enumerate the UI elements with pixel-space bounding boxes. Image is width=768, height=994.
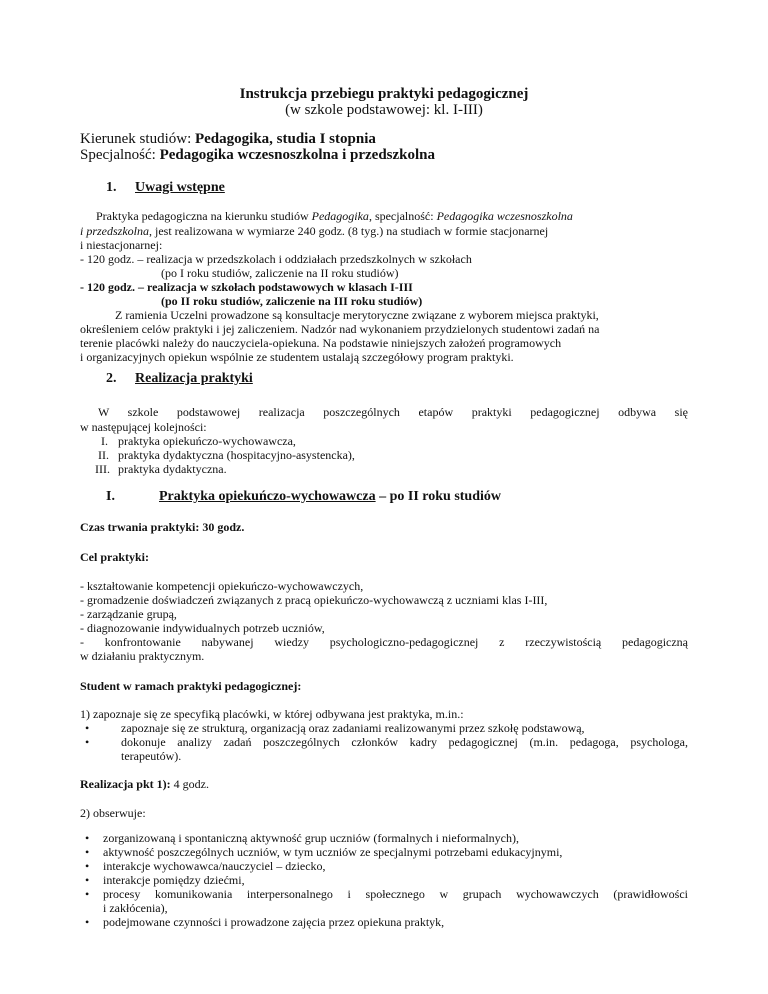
bullet-icon: • [85, 859, 90, 873]
stage-item-text: praktyka dydaktyczna (hospitacyjno-asystencka), [118, 448, 355, 462]
section-I-heading: Praktyka opiekuńczo-wychowawcza – po II roku studiów [159, 489, 502, 504]
practice-item-1: - 120 godz. – realizacja w przedszkolach i oddziałach przedszkolnych w szkołach [80, 252, 472, 266]
bullet-icon: • [85, 831, 90, 845]
bullet-icon: • [85, 845, 90, 859]
section-1-paragraph-1-line-2: i przedszkolna, jest realizowana w wymiarze 240 godz. (8 tyg.) na studiach w formie stacjonarnej [80, 224, 549, 238]
task-2-bullet: interakcje wychowawca/nauczyciel – dziecko, [103, 859, 326, 873]
field-of-study [80, 131, 376, 148]
section-2-number: 2. [106, 371, 117, 386]
document-title: Instrukcja przebiegu praktyki pedagogicznej [239, 86, 529, 102]
section-1-paragraph-2-line-2: określeniem celów praktyki i jej zaliczeniem. Nadzór nad wykonaniem przydzielonych studentowi zadań na [80, 322, 600, 336]
section-1-paragraph-1-line-1: Praktyka pedagogiczna na kierunku studiów Pedagogika, specjalność: Pedagogika wczesnoszkolna [96, 209, 573, 223]
realization-point-1: Realizacja pkt 1): 4 godz. [80, 777, 209, 791]
goal-item-continued: w działaniu praktycznym. [80, 649, 205, 663]
task-1: 1) zapoznaje się ze specyfiką placówki, w której odbywana jest praktyka, m.in.: [80, 707, 464, 721]
section-2-paragraph-line-1: W szkole podstawowej realizacja poszczególnych etapów praktyki pedagogicznej odbywa się [98, 405, 688, 419]
task-1-bullet-continued: terapeutów). [121, 749, 182, 763]
section-I-number: I. [106, 489, 115, 504]
section-1-paragraph-2-line-3: terenie placówki należy do nauczyciela-opiekuna. Na podstawie niniejszych założeń programowych [80, 336, 562, 350]
goal-item: - konfrontowanie nabywanej wiedzy psychologiczno-pedagogicznej z rzeczywistością pedagogiczną [80, 635, 688, 649]
spec-label: Specjalność: [80, 147, 156, 163]
stage-item-number: III. [95, 462, 110, 476]
bullet-icon: • [85, 721, 90, 735]
task-1-bullet: dokonuje analizy zadań poszczególnych członków kadry pedagogicznej (m.in. pedagoga, psychologa, [121, 735, 688, 749]
stage-item-text: praktyka dydaktyczna. [118, 462, 227, 476]
section-1-number: 1. [106, 180, 117, 195]
goal-label: Cel praktyki: [80, 550, 149, 564]
bullet-icon: • [85, 873, 90, 887]
task-1-bullet: zapoznaje się ze strukturą, organizacją oraz zadaniami realizowanymi przez szkołę podstawową, [121, 721, 585, 735]
stage-item-text: praktyka opiekuńczo-wychowawcza, [118, 434, 296, 448]
spec-value: Pedagogika wczesnoszkolna i przedszkolna [159, 147, 436, 163]
task-2-bullet: podejmowane czynności i prowadzone zajęcia przez opiekuna praktyk, [103, 915, 445, 929]
practice-item-2: - 120 godz. – realizacja w szkołach podstawowych w klasach I-III [80, 280, 413, 294]
section-1-paragraph-1-line-3: i niestacjonarnej: [80, 238, 163, 252]
specialization [80, 147, 435, 164]
document-subtitle: (w szkole podstawowej: kl. I-III) [285, 102, 483, 118]
section-1-paragraph-2-line-1: Z ramienia Uczelni prowadzone są konsultacje merytoryczne związane z wyborem miejsca praktyki, [115, 308, 599, 322]
student-tasks-label: Student w ramach praktyki pedagogicznej: [80, 679, 302, 693]
bullet-icon: • [85, 735, 90, 749]
bullet-icon: • [85, 887, 90, 901]
practice-item-1-note: (po I roku studiów, zaliczenie na II roku studiów) [161, 266, 399, 280]
task-2-bullet: zorganizowaną i spontaniczną aktywność grup uczniów (formalnych i nieformalnych), [103, 831, 519, 845]
goal-item: - diagnozowanie indywidualnych potrzeb uczniów, [80, 621, 325, 635]
bullet-icon: • [85, 915, 90, 929]
task-2-bullet: procesy komunikowania interpersonalnego i społecznego w grupach wychowawczych (prawidłowości [103, 887, 688, 901]
field-label: Kierunek studiów: [80, 131, 192, 147]
practice-duration: Czas trwania praktyki: 30 godz. [80, 520, 245, 534]
section-1-heading: Uwagi wstępne [135, 180, 225, 195]
goal-item: - kształtowanie kompetencji opiekuńczo-wychowawczych, [80, 579, 364, 593]
task-2-bullet: interakcje pomiędzy dziećmi, [103, 873, 245, 887]
stage-item-number: II. [98, 448, 109, 462]
goal-item: - gromadzenie doświadczeń związanych z pracą opiekuńczo-wychowawczą z uczniami klas I-III, [80, 593, 548, 607]
stage-item-number: I. [101, 434, 108, 448]
section-2-heading: Realizacja praktyki [135, 371, 253, 386]
goal-item: - zarządzanie grupą, [80, 607, 177, 621]
task-2-bullet-continued: i zakłócenia), [103, 901, 168, 915]
field-value: Pedagogika, studia I stopnia [194, 131, 376, 147]
practice-item-2-note: (po II roku studiów, zaliczenie na III roku studiów) [161, 294, 423, 308]
task-2-bullet: aktywność poszczególnych uczniów, w tym uczniów ze specjalnymi potrzebami edukacyjnymi, [103, 845, 563, 859]
task-2: 2) obserwuje: [80, 806, 146, 820]
section-2-paragraph-line-2: w następującej kolejności: [80, 420, 207, 434]
section-1-paragraph-2-line-4: i organizacyjnych opiekun wspólnie ze studentem ustalają szczegółowy program praktyki. [80, 350, 514, 364]
